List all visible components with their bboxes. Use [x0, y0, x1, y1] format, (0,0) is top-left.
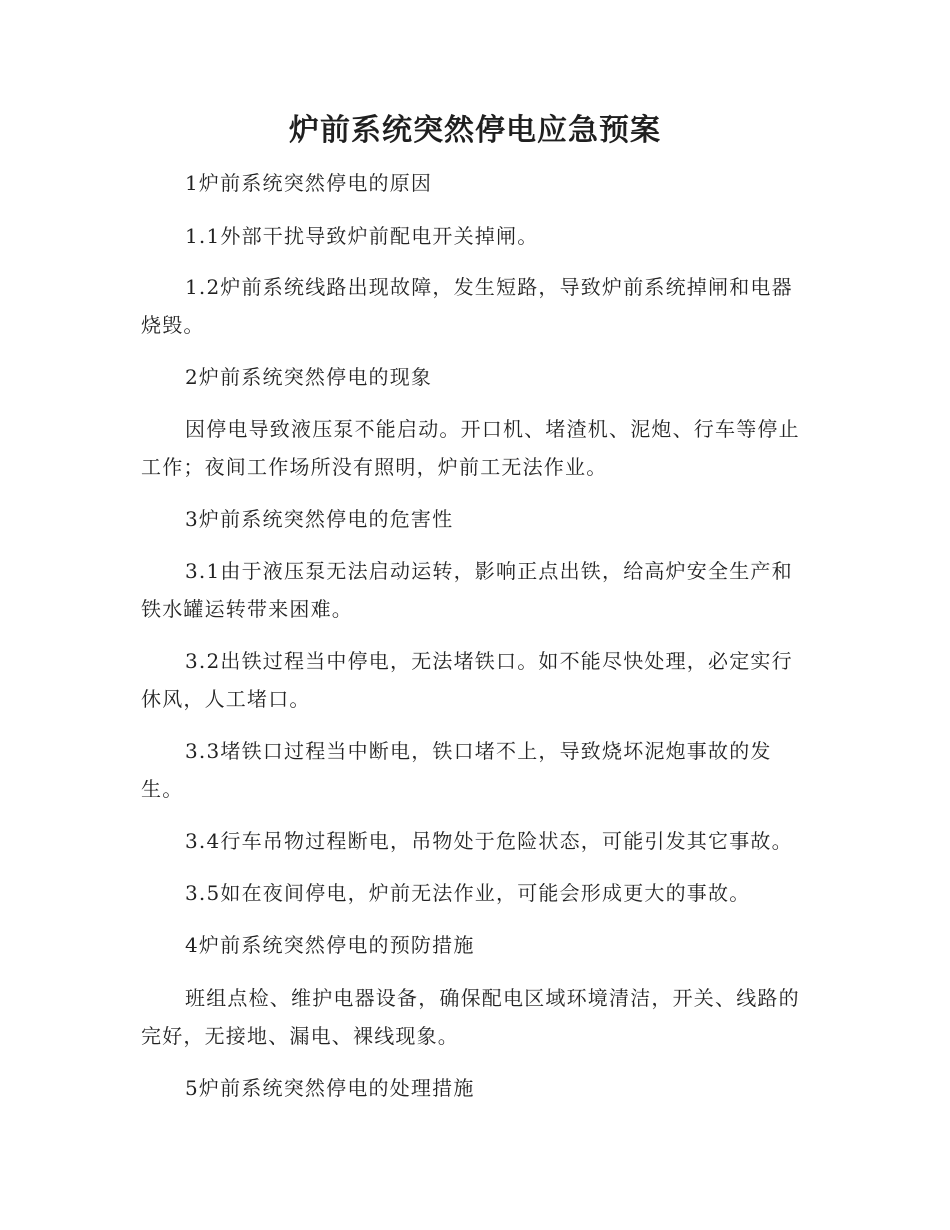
- section-heading-5: 5炉前系统突然停电的处理措施: [185, 1076, 475, 1100]
- paragraph-3-2: 3.2出铁过程当中停电，无法堵铁口。如不能尽快处理，必定实行休风，人工堵口。: [141, 649, 793, 711]
- document-title: 炉前系统突然停电应急预案: [289, 113, 661, 148]
- paragraph-2: 因停电导致液压泵不能启动。开口机、堵渣机、泥炮、行车等停止工作；夜间工作场所没有照明，炉前工无法作业。: [141, 417, 800, 479]
- paragraph-3-4: 3.4行车吊物过程断电，吊物处于危险状态，可能引发其它事故。: [185, 829, 793, 853]
- paragraph-3-1: 3.1由于液压泵无法启动运转，影响正点出铁，给高炉安全生产和铁水罐运转带来困难。: [141, 559, 793, 621]
- section-heading-2: 2炉前系统突然停电的现象: [185, 365, 433, 389]
- paragraph-1-1: 1.1外部干扰导致炉前配电开关掉闸。: [185, 224, 539, 248]
- section-heading-1: 1炉前系统突然停电的原因: [185, 171, 433, 195]
- paragraph-1-2: 1.2炉前系统线路出现故障，发生短路，导致炉前系统掉闸和电器烧毁。: [141, 275, 793, 337]
- paragraph-3-3: 3.3堵铁口过程当中断电，铁口堵不上，导致烧坏泥炮事故的发生。: [141, 739, 772, 801]
- paragraph-3-5: 3.5如在夜间停电，炉前无法作业，可能会形成更大的事故。: [185, 881, 751, 905]
- section-heading-3: 3炉前系统突然停电的危害性: [185, 507, 454, 531]
- paragraph-4: 班组点检、维护电器设备，确保配电区域环境清洁，开关、线路的完好，无接地、漏电、裸线现象。: [141, 986, 800, 1048]
- section-heading-4: 4炉前系统突然停电的预防措施: [185, 933, 475, 957]
